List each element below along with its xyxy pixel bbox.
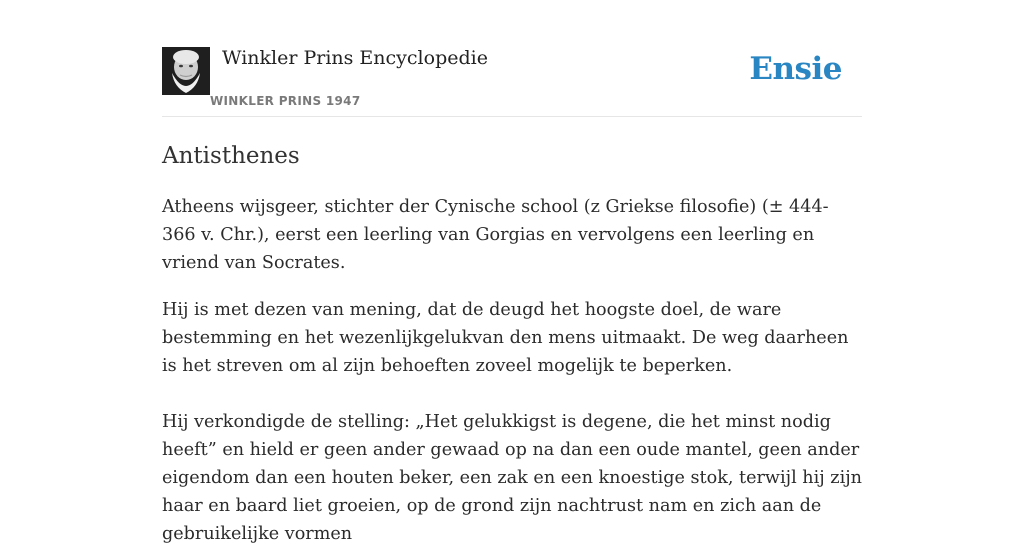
content-container bbox=[162, 0, 862, 548]
ensie-logo[interactable]: Ensie bbox=[749, 51, 842, 87]
site-header bbox=[162, 0, 862, 117]
article-paragraph: Hij verkondigde de stelling: „Het gelukkigst is degene, die het minst nodig heeft” en hield er geen ander gewaad op na dan een oude mantel, geen ander eigendom dan een houten beker, een zak en een knoestige stok, terwijl hij zijn haar en baard liet groeien, op de grond zijn nachtrust nam en zich aan de gebruikelijke vormen bbox=[162, 412, 862, 544]
article-paragraph: Atheens wijsgeer, stichter der Cynische school (z Griekse filosofie) (± 444- 366 v. Chr.), eerst een leerling van Gorgias en vervolgens een leerling en vriend van Socrates. bbox=[162, 197, 829, 273]
article bbox=[162, 141, 862, 548]
article-title: Antisthenes bbox=[162, 143, 300, 169]
article-paragraph: Hij is met dezen van mening, dat de deugd het hoogste doel, de ware bestemming en het wezenlijkgelukvan den mens uitmaakt. De weg daarheen is het streven om al zijn behoeften zoveel mogelijk te beperken. bbox=[162, 300, 849, 376]
avatar-icon[interactable] bbox=[162, 47, 210, 95]
site-title-link[interactable]: Winkler Prins Encyclopedie bbox=[222, 47, 488, 69]
edition-label: WINKLER PRINS 1947 bbox=[210, 94, 361, 108]
